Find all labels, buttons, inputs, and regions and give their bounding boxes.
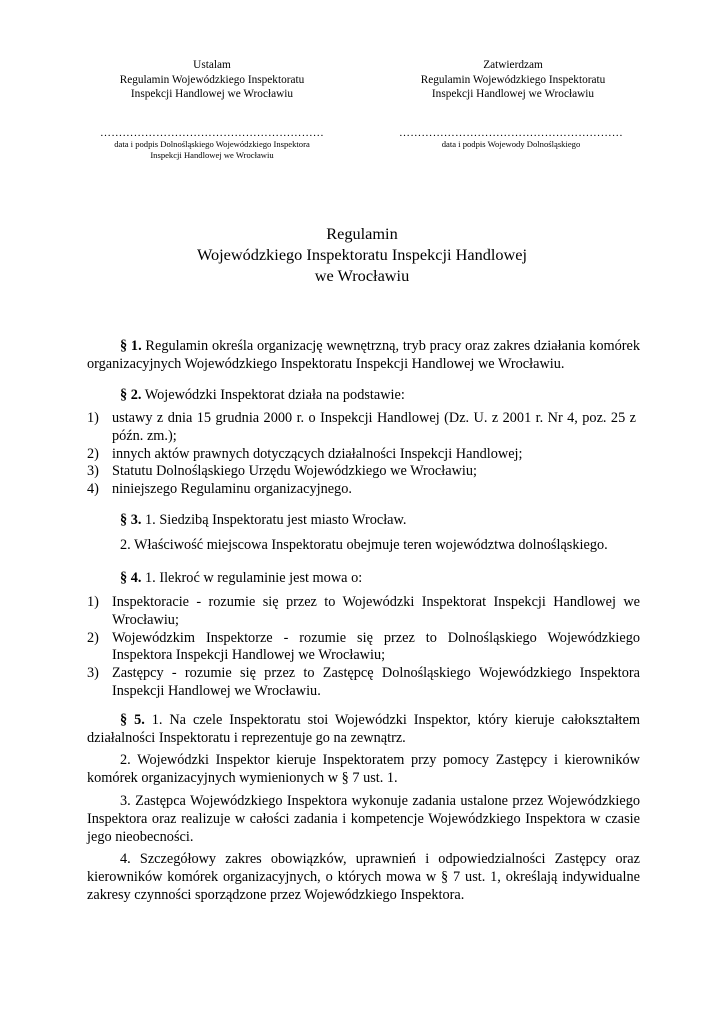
signature-caption-left-2: Inspekcji Handlowej we Wrocławiu: [150, 150, 274, 160]
section-5-paragraph-3: 3. Zastępca Wojewódzkiego Inspektora wykonuje zadania ustalone przez Wojewódzkiego Inspektora oraz realizuje w całości zadania i kompetencje Wojewódzkiego Inspektora w czasie jego nieobecności.: [87, 793, 640, 845]
list-item: [87, 481, 640, 499]
section-4-text: 1. Ilekroć w regulaminie jest mowa o:: [141, 570, 363, 586]
section-3-text: 1. Siedzibą Inspektoratu jest miasto Wrocław.: [141, 512, 407, 528]
section-5-paragraph: [87, 712, 640, 748]
section-2-text: Wojewódzki Inspektorat działa na podstawie:: [141, 387, 405, 403]
section-4-list: [87, 594, 640, 701]
list-item: [87, 630, 640, 666]
list-item-text: Inspektoracie - rozumie się przez to Wojewódzki Inspektorat Inspekcji Handlowej we Wrocławiu;: [112, 594, 640, 628]
approval-block-right: [383, 58, 643, 102]
section-3-paragraph: [87, 512, 640, 530]
signature-line-left: ……………………………………………………: [100, 128, 324, 139]
signature-line-right: ……………………………………………………: [399, 128, 623, 139]
section-2-mark: § 2.: [120, 387, 142, 403]
list-item-text: Wojewódzkim Inspektorze - rozumie się przez to Dolnośląskiego Wojewódzkiego Inspektora Inspekcji Handlowej we Wrocławiu;: [112, 629, 640, 664]
approval-line3-right: Inspekcji Handlowej we Wrocławiu: [431, 88, 595, 100]
list-item: [87, 410, 640, 446]
title-line-2: Wojewódzkiego Inspektoratu Inspekcji Handlowej: [196, 245, 528, 264]
signature-caption-left-1: data i podpis Dolnośląskiego Wojewódzkiego Inspektora: [114, 139, 310, 149]
document-title: [0, 223, 724, 286]
list-item-number: 3): [87, 463, 99, 480]
list-item-number: 2): [87, 629, 99, 646]
list-item-number: 2): [87, 445, 99, 462]
approval-label-right: Zatwierdzam: [483, 59, 543, 71]
section-5-text: 1. Na czele Inspektoratu stoi Wojewódzki Inspektor, który kieruje całokształtem działalności Inspektoratu i reprezentuje go na zewnątrz.: [87, 712, 640, 746]
signature-caption-right-1: data i podpis Wojewody Dolnośląskiego: [441, 139, 581, 149]
list-item-text: niniejszego Regulaminu organizacyjnego.: [112, 481, 352, 498]
section-3-mark: § 3.: [120, 512, 142, 528]
title-line-1: Regulamin: [326, 224, 398, 243]
list-item-text: Zastępcy - rozumie się przez to Zastępcę Dolnośląskiego Wojewódzkiego Inspektora Inspekcji Handlowej we Wrocławiu.: [112, 665, 640, 699]
title-line-3: we Wrocławiu: [314, 266, 410, 285]
section-4-paragraph: [87, 570, 640, 588]
list-item: [87, 665, 640, 701]
list-item-number: 1): [87, 594, 99, 610]
section-4-mark: § 4.: [120, 570, 142, 586]
list-item: [87, 446, 640, 464]
section-2-paragraph: [87, 387, 640, 405]
approval-label-left: Ustalam: [193, 59, 231, 71]
section-1-text: Regulamin określa organizację wewnętrzną, tryb pracy oraz zakres działania komórek organizacyjnych Wojewódzkiego Inspektoratu Inspekcji Handlowej we Wrocławiu.: [87, 338, 641, 372]
section-5-paragraph-2: 2. Wojewódzki Inspektor kieruje Inspektoratem przy pomocy Zastępcy i kierowników komórek organizacyjnych wymienionych w § 7 ust. 1.: [87, 752, 640, 786]
list-item: [87, 463, 640, 481]
list-item-text: Statutu Dolnośląskiego Urzędu Wojewódzkiego we Wrocławiu;: [112, 463, 478, 480]
signature-block-right: [381, 128, 641, 150]
section-3-paragraph-2: 2. Właściwość miejscowa Inspektoratu obejmuje teren województwa dolnośląskiego.: [120, 537, 608, 553]
section-5-paragraph-4: 4. Szczegółowy zakres obowiązków, uprawnień i odpowiedzialności Zastępcy oraz kierowników komórek organizacyjnych, o których mowa w § 7 ust. 1, określają indywidualne zakresy czynności sporządzone przez Wojewódzkiego Inspektora.: [87, 851, 640, 903]
approval-line2-right: Regulamin Wojewódzkiego Inspektoratu: [420, 73, 606, 86]
list-item-number: 4): [87, 481, 99, 498]
section-5-mark: § 5.: [120, 712, 145, 728]
approval-block-left: [82, 58, 342, 102]
approval-line2-left: Regulamin Wojewódzkiego Inspektoratu: [119, 73, 305, 86]
list-item-number: 3): [87, 665, 99, 682]
approval-line3-left: Inspekcji Handlowej we Wrocławiu: [130, 88, 294, 100]
section-2-list: [87, 410, 640, 499]
section-1-paragraph: [87, 338, 640, 374]
list-item-number: 1): [87, 410, 99, 426]
list-item-text: ustawy z dnia 15 grudnia 2000 r. o Inspekcji Handlowej (Dz. U. z 2001 r. Nr 4, poz. 25 z późn. zm.);: [112, 410, 636, 444]
list-item: [87, 594, 640, 630]
signature-block-left: [82, 128, 342, 161]
list-item-text: innych aktów prawnych dotyczących działalności Inspekcji Handlowej;: [112, 445, 523, 462]
section-1-mark: § 1.: [120, 338, 142, 354]
